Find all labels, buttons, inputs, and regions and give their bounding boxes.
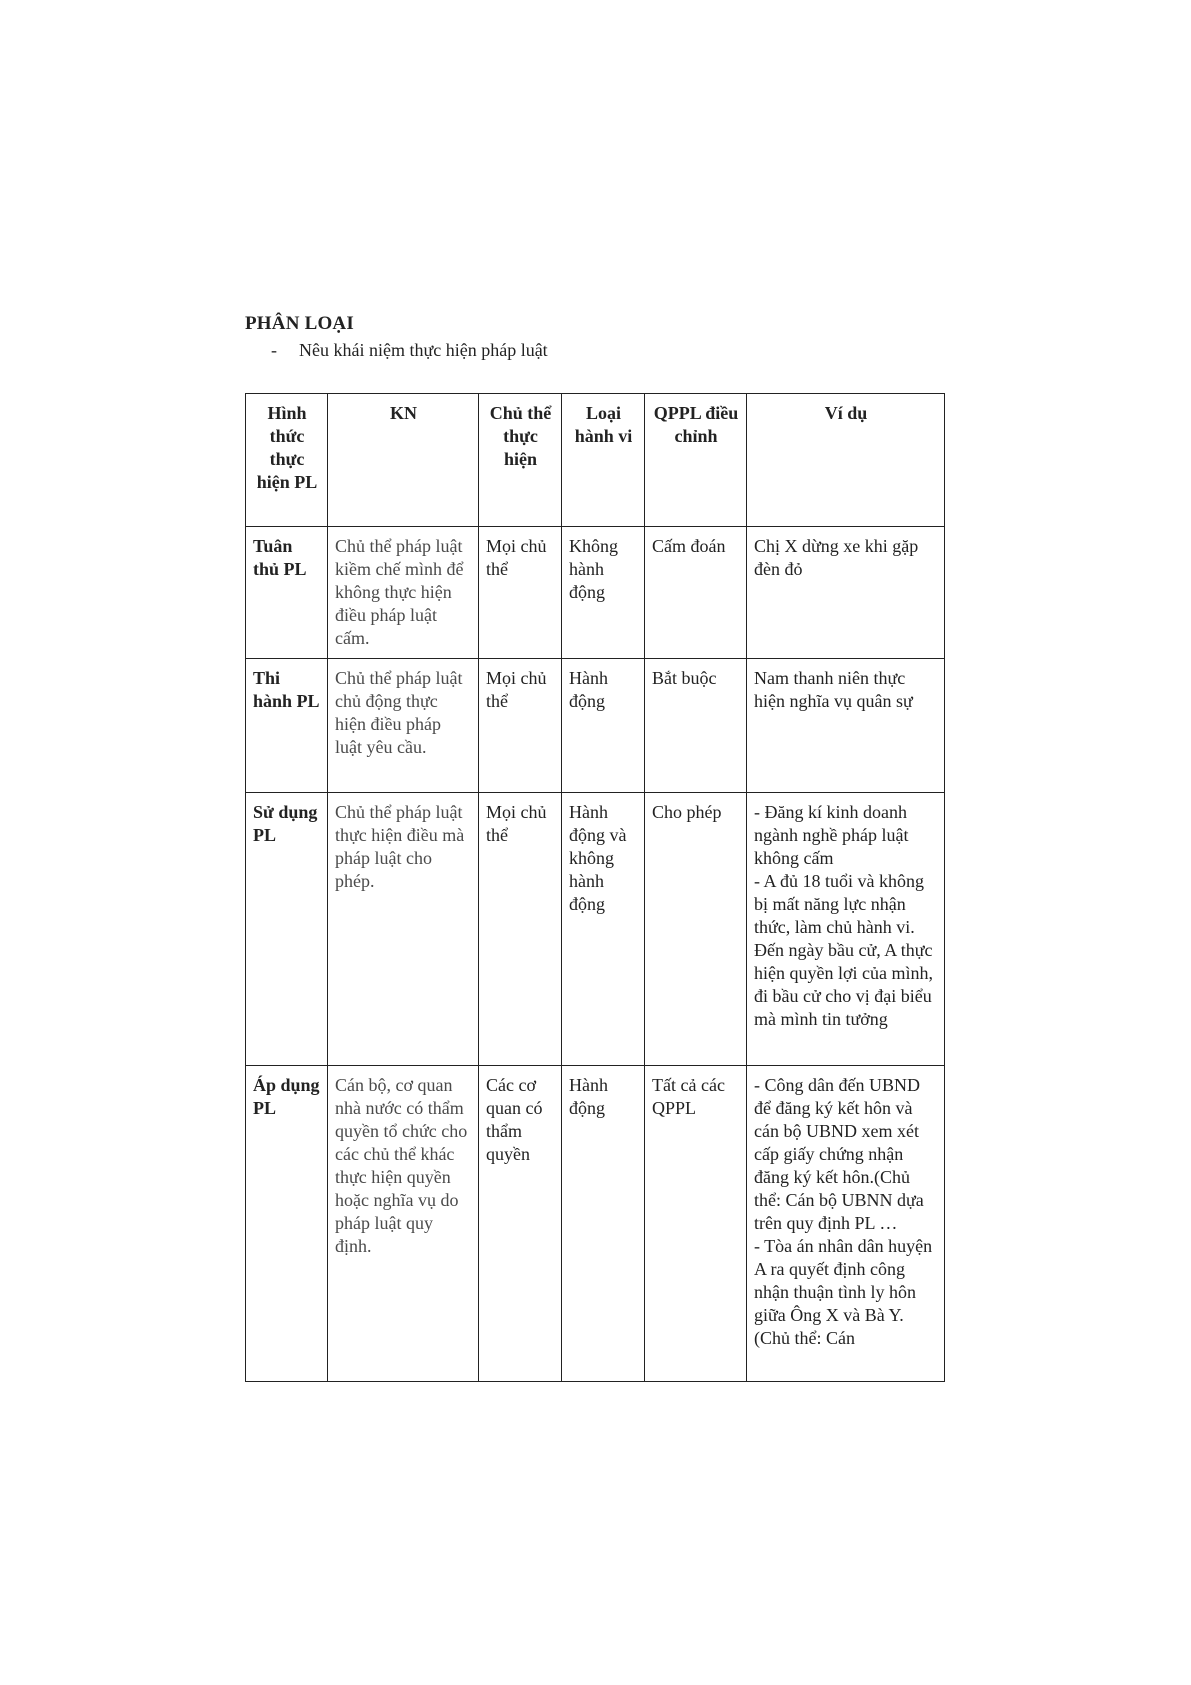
header-subject: Chủ thể thực hiện: [479, 394, 562, 527]
cell-qppl: Cho phép: [645, 793, 747, 1066]
cell-behavior: Hành động và không hành động: [562, 793, 645, 1066]
bullet-dash: -: [271, 340, 277, 360]
cell-example: [747, 659, 945, 793]
bullet-text: Nêu khái niệm thực hiện pháp luật: [299, 340, 548, 360]
example-line: Nam thanh niên thực hiện nghĩa vụ quân sự: [754, 668, 913, 711]
law-implementation-table: [245, 393, 945, 1382]
cell-behavior: Hành động: [562, 1066, 645, 1382]
cell-kn: Cán bộ, cơ quan nhà nước có thẩm quyền tổ chức cho các chủ thể khác thực hiện quyền hoặc nghĩa vụ do pháp luật quy định.: [328, 1066, 479, 1382]
cell-behavior: Hành động: [562, 659, 645, 793]
cell-qppl: Cấm đoán: [645, 527, 747, 659]
cell-subject: Các cơ quan có thẩm quyền: [479, 1066, 562, 1382]
cell-example: [747, 793, 945, 1066]
example-line: - Tòa án nhân dân huyện A ra quyết định công nhận thuận tình ly hôn giữa Ông X và Bà Y. (Chủ thể: Cán: [754, 1236, 933, 1348]
cell-qppl: Bắt buộc: [645, 659, 747, 793]
example-line: - Công dân đến UBND để đăng ký kết hôn và cán bộ UBND xem xét cấp giấy chứng nhận đăng ký kết hôn.(Chủ thể: Cán bộ UBNN dựa trên quy định PL …: [754, 1075, 924, 1233]
cell-kn: Chủ thể pháp luật kiềm chế mình để không thực hiện điều pháp luật cấm.: [328, 527, 479, 659]
header-kn: KN: [328, 394, 479, 527]
table-row: [246, 1066, 945, 1382]
cell-subject: Mọi chủ thể: [479, 527, 562, 659]
section-heading: PHÂN LOẠI: [245, 313, 354, 334]
cell-example: [747, 1066, 945, 1382]
bullet-item: [271, 340, 548, 361]
example-line: Chị X dừng xe khi gặp đèn đỏ: [754, 536, 919, 579]
header-qppl: QPPL điều chỉnh: [645, 394, 747, 527]
header-form: Hình thức thực hiện PL: [246, 394, 328, 527]
table-header-row: [246, 394, 945, 527]
cell-form: Tuân thủ PL: [246, 527, 328, 659]
table-row: [246, 659, 945, 793]
cell-qppl: Tất cả các QPPL: [645, 1066, 747, 1382]
cell-form: Áp dụng PL: [246, 1066, 328, 1382]
cell-behavior: Không hành động: [562, 527, 645, 659]
cell-kn: Chủ thể pháp luật thực hiện điều mà pháp luật cho phép.: [328, 793, 479, 1066]
table-row: [246, 527, 945, 659]
cell-form: Sử dụng PL: [246, 793, 328, 1066]
cell-kn: Chủ thể pháp luật chủ động thực hiện điều pháp luật yêu cầu.: [328, 659, 479, 793]
header-example: Ví dụ: [747, 394, 945, 527]
cell-form: Thi hành PL: [246, 659, 328, 793]
cell-subject: Mọi chủ thể: [479, 793, 562, 1066]
table-row: [246, 793, 945, 1066]
cell-subject: Mọi chủ thể: [479, 659, 562, 793]
example-line: - Đăng kí kinh doanh ngành nghề pháp luật không cấm: [754, 802, 909, 868]
example-line: - A đủ 18 tuổi và không bị mất năng lực nhận thức, làm chủ hành vi. Đến ngày bầu cử, A thực hiện quyền lợi của mình, đi bầu cử cho vị đại biểu mà mình tin tưởng: [754, 871, 933, 1029]
cell-example: [747, 527, 945, 659]
header-behavior: Loại hành vi: [562, 394, 645, 527]
